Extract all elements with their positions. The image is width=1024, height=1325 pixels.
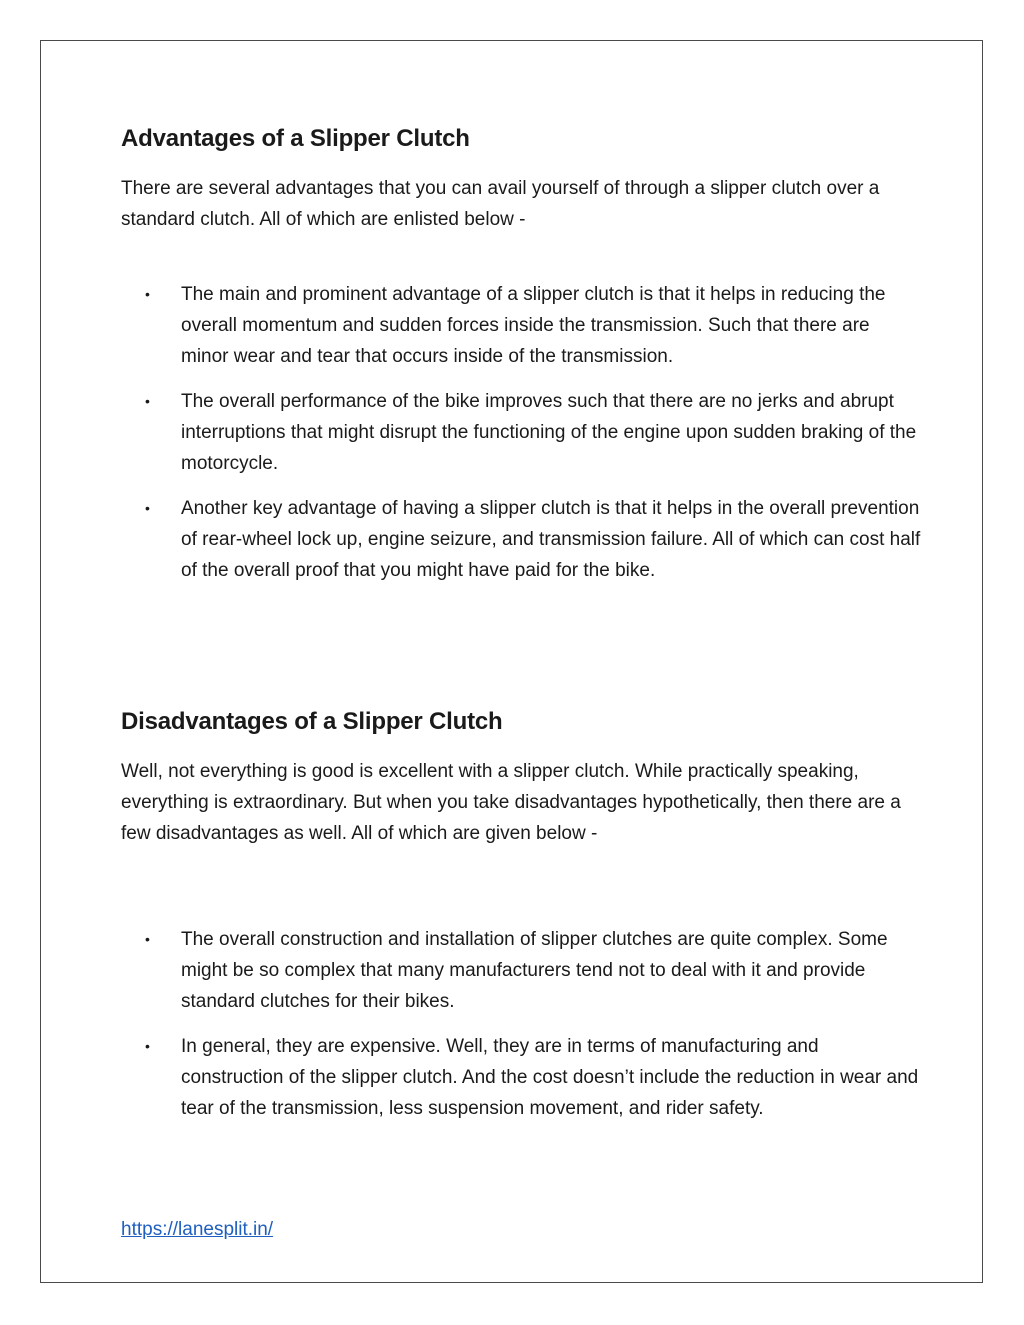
list-item-text: In general, they are expensive. Well, they are in terms of manufacturing and construction of the slipper clutch. And the cost doesn’t include the reduction in wear and tear of the transmission, less suspension movement, and rider safety. <box>181 1036 919 1119</box>
advantages-list <box>121 279 921 600</box>
disadvantages-intro: Well, not everything is good is excellent with a slipper clutch. While practically speaking, everything is extraordinary. But when you take disadvantages hypothetically, then there are a few disadvantages as well. All of which are given below - <box>121 761 901 844</box>
list-item <box>121 279 921 372</box>
disadvantages-list <box>121 924 921 1138</box>
list-item-text: The main and prominent advantage of a slipper clutch is that it helps in reducing the overall momentum and sudden forces inside the transmission. Such that there are minor wear and tear that occurs inside of the transmission. <box>181 284 886 367</box>
list-item-text: The overall construction and installation of slipper clutches are quite complex. Some might be so complex that many manufacturers tend not to deal with it and provide standard clutches for their bikes. <box>181 929 888 1012</box>
advantages-intro: There are several advantages that you can avail yourself of through a slipper clutch over a standard clutch. All of which are enlisted below - <box>121 178 880 230</box>
bullet-icon: • <box>145 931 150 947</box>
advantages-heading: Advantages of a Slipper Clutch <box>121 125 470 152</box>
list-item <box>121 924 921 1017</box>
disadvantages-heading: Disadvantages of a Slipper Clutch <box>121 708 503 735</box>
bullet-icon: • <box>145 1038 150 1054</box>
list-item-text: The overall performance of the bike improves such that there are no jerks and abrupt interruptions that might disrupt the functioning of the engine upon sudden braking of the motorcycle. <box>181 391 917 474</box>
bullet-icon: • <box>145 393 150 409</box>
website-link[interactable]: https://lanesplit.in/ <box>121 1219 274 1240</box>
bullet-icon: • <box>145 286 150 302</box>
list-item-text: Another key advantage of having a slipper clutch is that it helps in the overall prevention of rear-wheel lock up, engine seizure, and transmission failure. All of which can cost half of the overall proof that you might have paid for the bike. <box>181 498 921 581</box>
list-item <box>121 493 921 586</box>
bullet-icon: • <box>145 500 150 516</box>
list-item <box>121 1031 921 1124</box>
list-item <box>121 386 921 479</box>
